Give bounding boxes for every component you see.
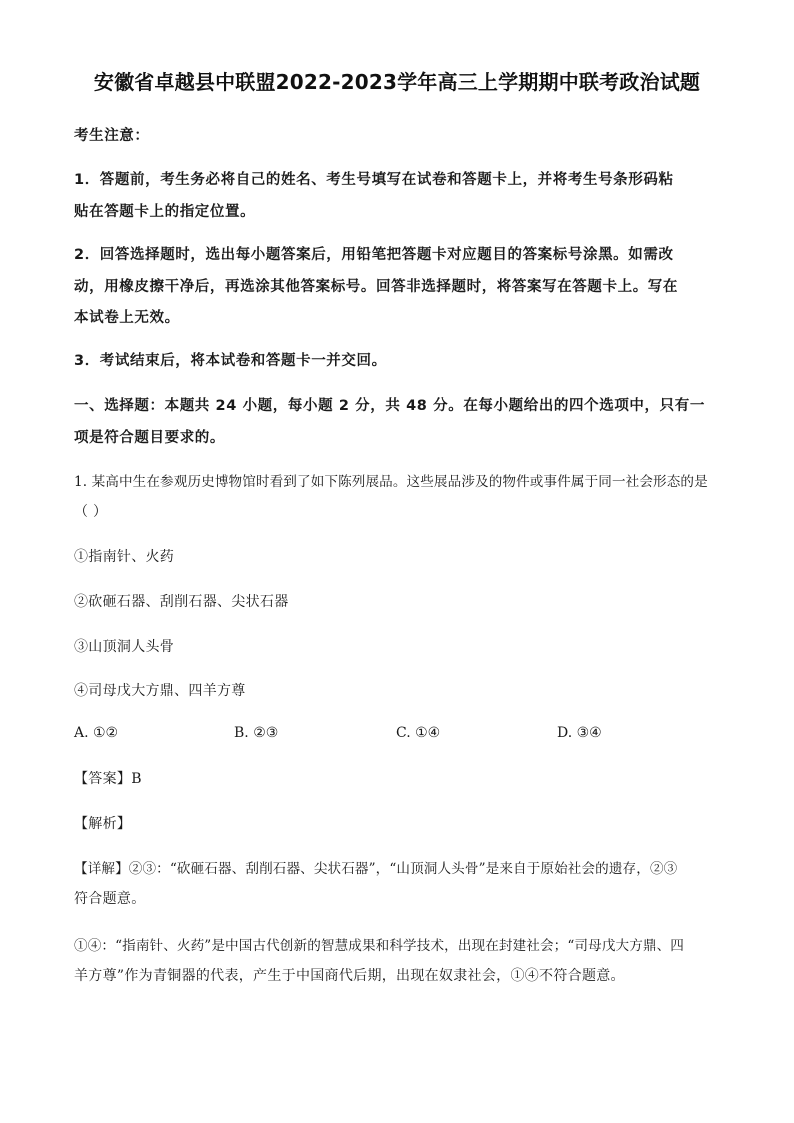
option-b: B. ②③ bbox=[234, 725, 279, 741]
detail-line-3: ①④：“指南针、火药”是中国古代创新的智慧成果和科学技术，出现在封建社会；“司母戊大方鼎、四 bbox=[74, 938, 684, 954]
notice-item-2a: 2．回答选择题时，选出每小题答案后，用铅笔把答题卡对应题目的答案标号涂黑。如需改 bbox=[74, 247, 674, 263]
question-item-2: ②砍砸石器、刮削石器、尖状石器 bbox=[74, 594, 289, 610]
question-stem-line2: （ ） bbox=[74, 504, 108, 520]
notice-item-2c: 本试卷上无效。 bbox=[74, 310, 180, 326]
section-heading-line1: 一、选择题：本题共 24 小题，每小题 2 分，共 48 分。在每小题给出的四个选项中，只有一 bbox=[74, 398, 705, 414]
analysis-label: 【解析】 bbox=[74, 816, 132, 832]
question-stem-line1: 1. 某高中生在参观历史博物馆时看到了如下陈列展品。这些展品涉及的物件或事件属于同一社会形态的是 bbox=[74, 474, 708, 490]
detail-line-2: 符合题意。 bbox=[74, 891, 146, 907]
notice-item-3: 3．考试结束后，将本试卷和答题卡一并交回。 bbox=[74, 353, 387, 369]
option-c: C. ①④ bbox=[396, 725, 441, 741]
answer-line: 【答案】B bbox=[74, 771, 142, 787]
section-heading-line2: 项是符合题目要求的。 bbox=[74, 430, 225, 446]
detail-line-4: 羊方尊”作为青铜器的代表，产生于中国商代后期，出现在奴隶社会，①④不符合题意。 bbox=[74, 968, 625, 984]
notice-item-2b: 动，用橡皮擦干净后，再选涂其他答案标号。回答非选择题时，将答案写在答题卡上。写在 bbox=[74, 279, 678, 295]
option-a: A. ①② bbox=[74, 725, 119, 741]
notice-item-1b: 贴在答题卡上的指定位置。 bbox=[74, 204, 256, 220]
option-d: D. ③④ bbox=[557, 725, 602, 741]
question-item-3: ③山顶洞人头骨 bbox=[74, 639, 175, 655]
page-title: 安徽省卓越县中联盟2022-2023学年高三上学期期中联考政治试题 bbox=[93, 70, 701, 94]
notice-item-1a: 1．答题前，考生务必将自己的姓名、考生号填写在试卷和答题卡上，并将考生号条形码粘 bbox=[74, 172, 674, 188]
question-item-1: ①指南针、火药 bbox=[74, 549, 175, 565]
detail-line-1: 【详解】②③：“砍砸石器、刮削石器、尖状石器”，“山顶洞人头骨”是来自于原始社会的遗存，②③ bbox=[74, 861, 678, 877]
question-item-4: ④司母戊大方鼎、四羊方尊 bbox=[74, 683, 246, 699]
notice-heading: 考生注意： bbox=[74, 128, 150, 144]
